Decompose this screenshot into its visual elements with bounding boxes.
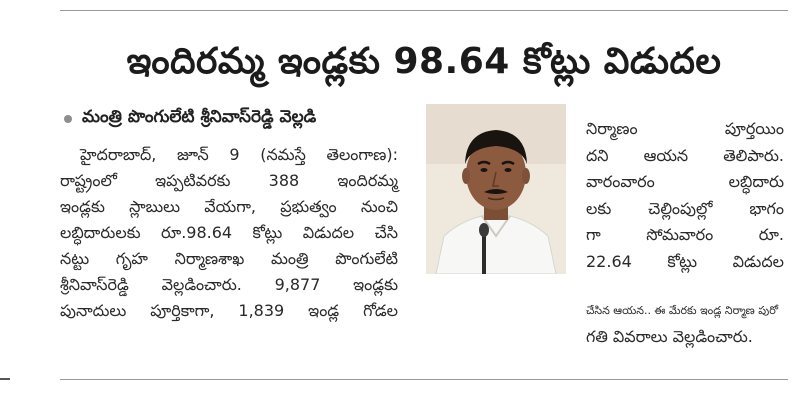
body-line: నట్టు గృహ నిర్మాణశాఖ మంత్రి పొంగులేటి — [60, 249, 398, 268]
article-body-left — [60, 142, 398, 324]
body-line: దని ఆయన తెలిపారు. — [586, 145, 784, 165]
body-line: 22.64 కోట్లు విడుదల — [586, 251, 784, 271]
body-line: నిర్మాణం పూర్తయిం — [586, 119, 784, 138]
body-line: గతి వివరాలు వెల్లడించారు. — [586, 327, 753, 346]
article-body-right — [586, 116, 784, 275]
portrait-image — [426, 104, 566, 274]
top-rule — [60, 10, 788, 11]
bottom-rule — [60, 379, 788, 380]
headline: ఇందిరమ్మ ఇండ్లకు 98.64 కోట్లు విడుదల — [126, 41, 722, 82]
body-line: శ్రీనివాస్‌రెడ్డి వెల్లడించారు. 9,877 ఇండ్లకు — [60, 275, 398, 294]
body-line: లకు చెల్లింపుల్లో భాగం — [586, 198, 784, 218]
body-line: రాష్ట్రంలో ఇప్పటివరకు 388 ఇందిరమ్మ — [60, 171, 398, 190]
subhead-text: మంత్రి పొంగులేటి శ్రీనివాస్‌రెడ్డి వెల్లడి — [82, 107, 317, 127]
edge-mark — [0, 378, 10, 380]
subhead — [64, 104, 316, 134]
body-line: హైదరాబాద్, జూన్ 9 (నమస్తే తెలంగాణ): — [80, 145, 398, 164]
body-line: చేసిన ఆయన.. ఈ మేరకు ఇండ్ల నిర్మాణ పురో — [586, 304, 779, 317]
body-line: లబ్ధిదారులకు రూ.98.64 కోట్లు విడుదల చేసి — [60, 223, 398, 242]
body-line: పునాదులు పూర్తికాగా, 1,839 ఇండ్ల గోడల — [60, 301, 398, 320]
minister-photo — [426, 104, 566, 274]
body-line: గా సోమవారం రూ. — [586, 225, 784, 244]
body-line: వారంవారం లబ్ధిదారు — [586, 172, 784, 191]
bullet-icon — [64, 115, 72, 123]
body-line: ఇండ్లకు స్లాబులు వేయగా, ప్రభుత్వం నుంచి — [60, 197, 398, 216]
